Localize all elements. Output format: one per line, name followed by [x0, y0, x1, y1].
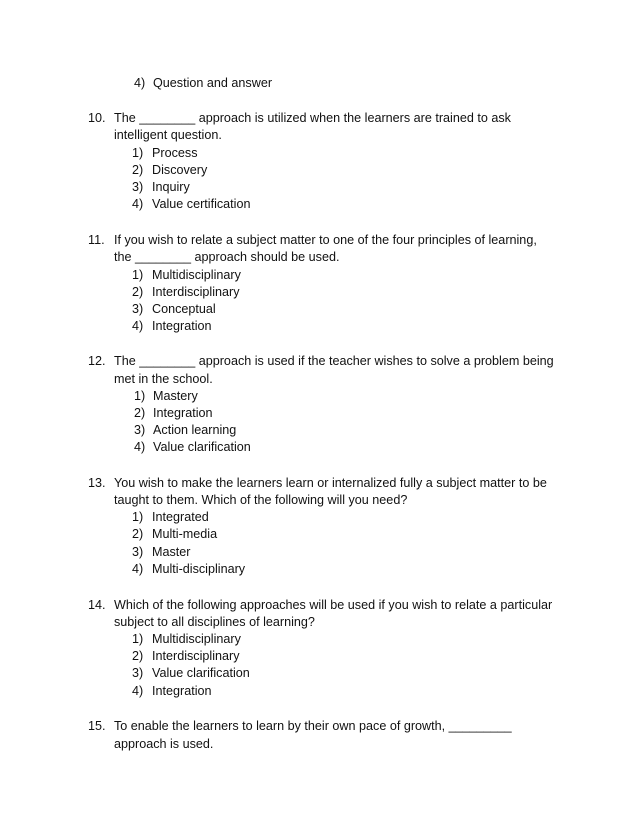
option-number: 3): [132, 180, 144, 194]
option-number: 4): [132, 562, 144, 576]
option-text: Conceptual: [152, 302, 216, 316]
option-text: Multidisciplinary: [152, 632, 241, 646]
option-number: 3): [132, 545, 144, 559]
option-number: 2): [132, 649, 144, 663]
option-text: Question and answer: [153, 76, 273, 90]
option-text: Multi-media: [152, 527, 218, 541]
question-text: met in the school.: [114, 372, 213, 386]
option-number: 1): [132, 510, 144, 524]
option-text: Inquiry: [152, 180, 190, 194]
question-text: subject to all disciplines of learning?: [114, 615, 315, 629]
option-number: 1): [132, 146, 144, 160]
option-text: Integration: [152, 684, 212, 698]
question-text: taught to them. Which of the following will you need?: [114, 493, 408, 507]
question-number: 15.: [88, 719, 106, 733]
option-number: 1): [132, 268, 144, 282]
option-number: 4): [132, 197, 144, 211]
option-text: Interdisciplinary: [152, 649, 240, 663]
option-text: Mastery: [153, 389, 198, 403]
option-text: Master: [152, 545, 191, 559]
option-number: 1): [134, 389, 146, 403]
option-text: Discovery: [152, 163, 208, 177]
option-text: Multidisciplinary: [152, 268, 241, 282]
question-text: the ________ approach should be used.: [114, 250, 340, 264]
question-number: 10.: [88, 111, 106, 125]
question-text: To enable the learners to learn by their own pace of growth, _________: [114, 719, 512, 733]
option-number: 4): [132, 684, 144, 698]
question-number: 14.: [88, 598, 106, 612]
option-number: 3): [132, 666, 144, 680]
option-number: 4): [134, 76, 146, 90]
option-text: Integrated: [152, 510, 209, 524]
option-number: 1): [132, 632, 144, 646]
option-text: Action learning: [153, 423, 237, 437]
question-text: Which of the following approaches will be used if you wish to relate a particular: [114, 598, 553, 612]
question-number: 12.: [88, 354, 106, 368]
question-number: 13.: [88, 476, 106, 490]
question-number: 11.: [88, 233, 105, 247]
option-text: Process: [152, 146, 198, 160]
option-number: 4): [134, 440, 146, 454]
option-text: Value clarification: [153, 440, 251, 454]
option-text: Multi-disciplinary: [152, 562, 246, 576]
question-text: If you wish to relate a subject matter to one of the four principles of learning,: [114, 233, 537, 247]
option-text: Interdisciplinary: [152, 285, 240, 299]
question-text: The ________ approach is used if the teacher wishes to solve a problem being: [114, 354, 554, 368]
option-text: Value certification: [152, 197, 251, 211]
question-text: The ________ approach is utilized when the learners are trained to ask: [114, 111, 511, 125]
option-number: 2): [132, 163, 144, 177]
question-text: approach is used.: [114, 737, 214, 751]
question-text: intelligent question.: [114, 128, 222, 142]
option-text: Integration: [153, 406, 213, 420]
option-number: 4): [132, 319, 144, 333]
option-number: 2): [134, 406, 146, 420]
option-text: Integration: [152, 319, 212, 333]
option-number: 3): [134, 423, 146, 437]
option-text: Value clarification: [152, 666, 250, 680]
option-number: 2): [132, 285, 144, 299]
question-text: You wish to make the learners learn or internalized fully a subject matter to be: [114, 476, 547, 490]
option-number: 3): [132, 302, 144, 316]
option-number: 2): [132, 527, 144, 541]
